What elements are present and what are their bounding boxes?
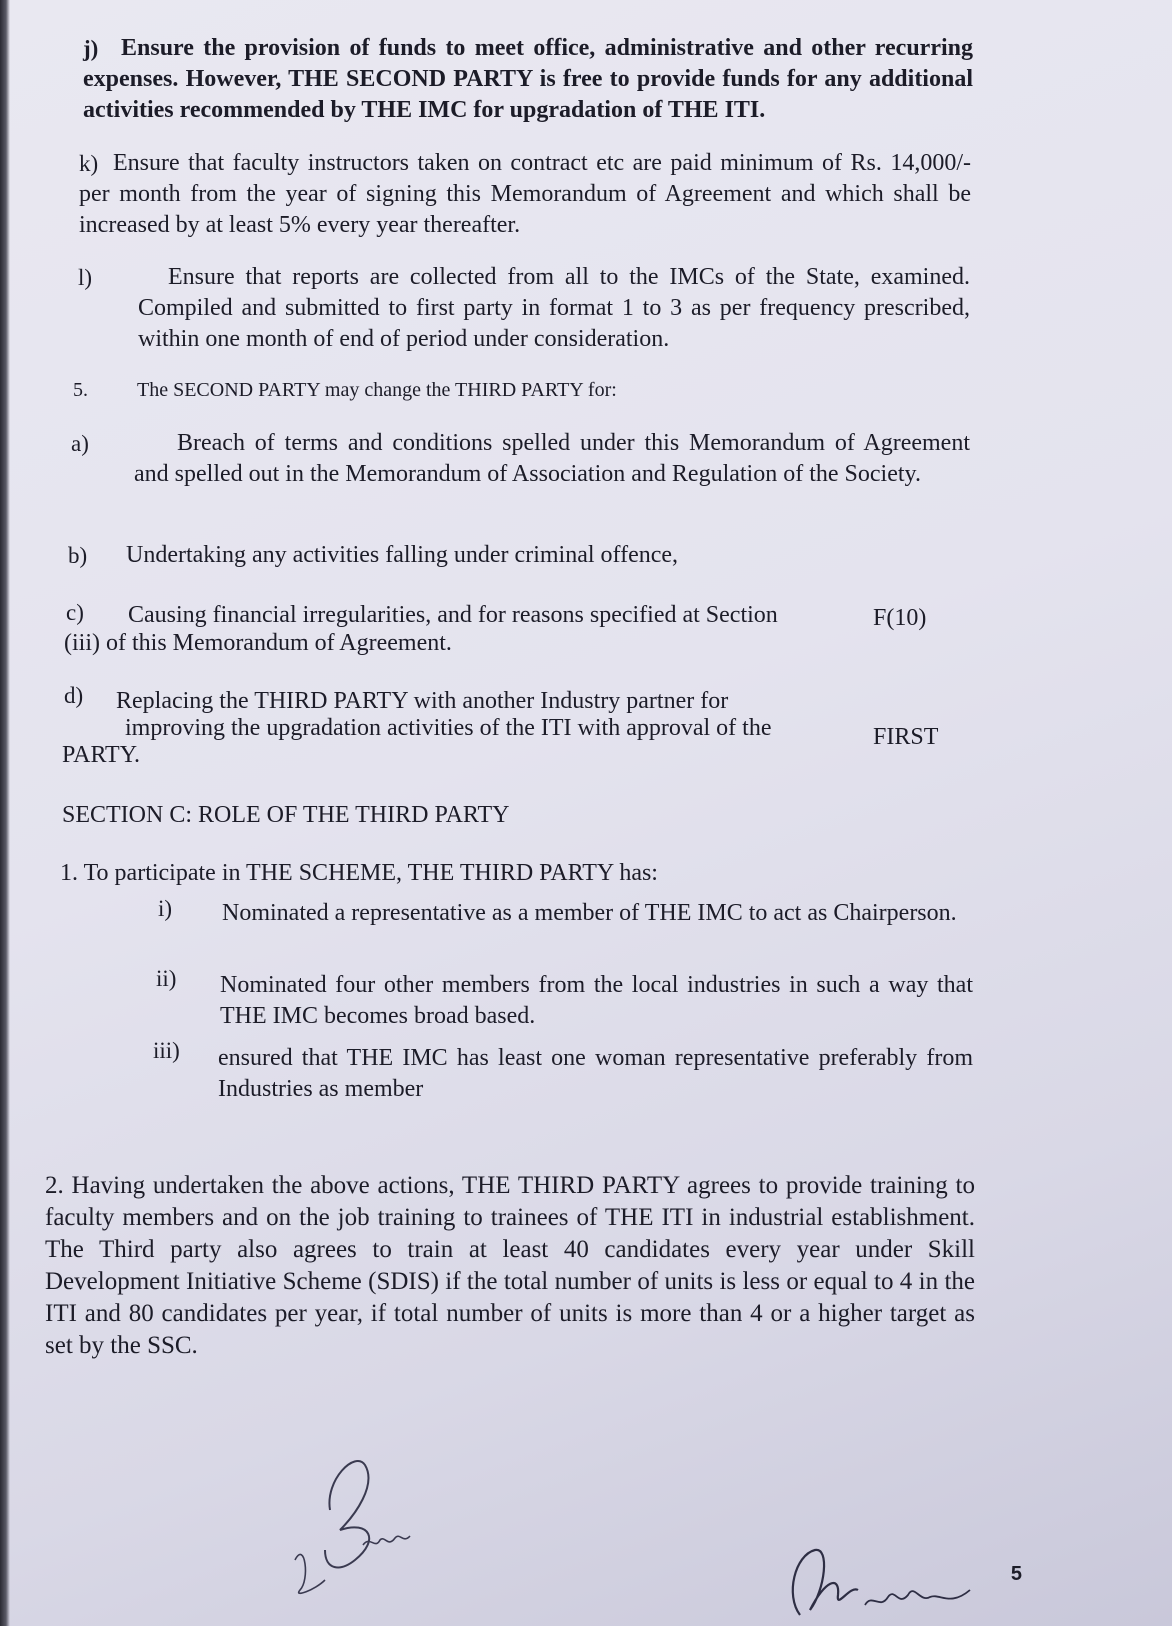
signature-right (780, 1535, 980, 1625)
item-l-text: Ensure that reports are collected from all to the IMCs of the State, examined. Compiled and submitted to first party in format 1 to 3 as per frequency prescribed, within one month of end of period under consideration. (138, 264, 970, 352)
section5-b-text: Undertaking any activities falling under criminal offence, (126, 542, 679, 568)
section-c-heading: SECTION C: ROLE OF THE THIRD PARTY (62, 802, 510, 828)
section5-c-ref: F(10) (873, 605, 927, 631)
item-j-label: j) (83, 36, 99, 61)
page-number: 5 (1010, 1563, 1022, 1585)
section5-number: 5. (73, 379, 88, 401)
item-k-label: k) (79, 151, 99, 176)
section-c-ii-label: ii) (156, 966, 177, 991)
signature-left (285, 1440, 435, 1610)
section5-a-text: Breach of terms and conditions spelled under this Memorandum of Agreement and spelled out in the Memorandum of Association and Regulation of the Society. (134, 430, 970, 487)
section5-d-text-line1: Replacing the THIRD PARTY with another Industry partner for (116, 688, 729, 714)
section-c-iii-text: ensured that THE IMC has least one woman representative preferably from Industries as member (218, 1045, 973, 1102)
section5-c-text: Causing financial irregularities, and for reasons specified at Section (128, 602, 778, 628)
section-c-i-label: i) (158, 896, 173, 921)
item-k-text: Ensure that faculty instructors taken on contract etc are paid minimum of Rs. 14,000/- per month from the year of signing this Memorandum of Agreement and which shall be increased by at least 5% every year thereafter. (79, 150, 971, 238)
item-l-label: l) (78, 265, 93, 290)
section5-c-text-continued: (iii) of this Memorandum of Agreement. (64, 630, 452, 656)
section-c-point2: 2. Having undertaken the above actions, THE THIRD PARTY agrees to provide training to faculty members and on the job training to trainees of THE ITI in industrial establishment. The Third party also agrees to train at least 40 candidates every year under Skill Development Initiative Scheme (SDIS) if the total number of units is less or equal to 4 in the ITI and 80 candidates per year, if total number of units is more than 4 or a higher target as set by the SSC. (45, 1172, 975, 1359)
section5-d-text-line3: PARTY. (62, 742, 140, 768)
section5-d-text-line2: improving the upgradation activities of the ITI with approval of the (125, 715, 772, 741)
section5-d-label: d) (64, 683, 84, 708)
section5-b-label: b) (68, 543, 88, 568)
section5-c-label: c) (66, 600, 84, 625)
section-c-point1-intro: 1. To participate in THE SCHEME, THE THIRD PARTY has: (60, 860, 658, 886)
section-c-ii-text: Nominated four other members from the local industries in such a way that THE IMC becomes broad based. (220, 972, 973, 1029)
section-c-i-text: Nominated a representative as a member of THE IMC to act as Chairperson. (222, 900, 957, 926)
scan-edge-shadow (0, 0, 10, 1626)
item-j-text: Ensure the provision of funds to meet office, administrative and other recurring expenses. However, THE SECOND PARTY is free to provide funds for any additional activities recommended by THE IMC for upgradation of THE ITI. (83, 35, 973, 123)
section5-d-first: FIRST (873, 724, 939, 750)
section5-heading: The SECOND PARTY may change the THIRD PARTY for: (137, 379, 617, 401)
section-c-iii-label: iii) (153, 1038, 180, 1063)
section5-a-label: a) (71, 431, 89, 456)
